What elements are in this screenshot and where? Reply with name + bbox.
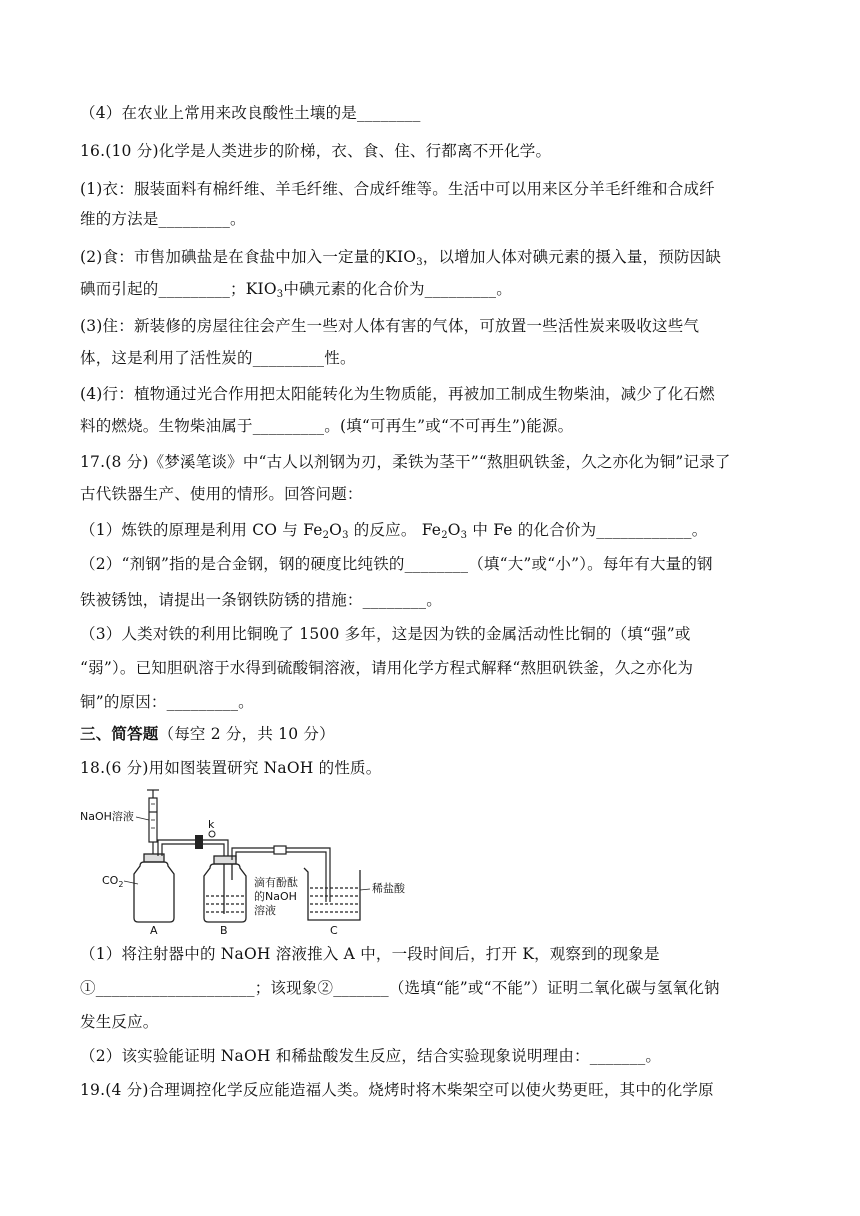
naoh-solution-label: NaOH溶液 <box>80 810 134 823</box>
question-17-3-line2: “弱”）。已知胆矾溶于水得到硫酸铜溶液，请用化学方程式解释“熬胆矾铁釜，久之亦化为 <box>80 659 694 677</box>
question-19-title: 19.(4 分)合理调控化学反应能造福人类。烧烤时将木柴架空可以使火势更旺，其中的化学原 <box>80 1081 714 1099</box>
question-16-1-line1: (1)衣：服装面料有棉纤维、羊毛纤维、合成纤维等。生活中可以用来区分羊毛纤维和合成纤 <box>80 180 715 198</box>
question-17-2-line1: （2）“剂钢”指的是合金钢，钢的硬度比纯铁的________（填“大”或“小”）。每年有大量的钢 <box>80 555 713 573</box>
question-18-1-line2: ①____________________；该现象②_______（选填“能”或“不能”）证明二氧化碳与氢氧化钠 <box>80 979 720 997</box>
question-16-1-line2: 维的方法是_________。 <box>80 210 246 228</box>
question-15-4: （4）在农业上常用来改良酸性土壤的是________ <box>80 104 421 122</box>
question-16-title: 16.(10 分)化学是人类进步的阶梯，衣、食、住、行都离不开化学。 <box>80 142 552 160</box>
question-16-3-line1: (3)住：新装修的房屋往往会产生一些对人体有害的气体，可放置一些活性炭来吸收这些气 <box>80 317 700 335</box>
question-17-1: （1）炼铁的原理是利用 CO 与 $Fe_2O_3$ 的反应。 $Fe_2O_3$ 中 Fe 的化合价为____________。 <box>80 521 708 541</box>
co2-label: $CO_2$ <box>102 874 124 889</box>
question-17-3-line1: （3）人类对铁的利用比铜晚了 1500 多年，这是因为铁的金属活动性比铜的（填“强”或 <box>80 625 691 643</box>
question-16-2-line1: (2)食：市售加碘盐是在食盐中加入一定量的$KIO_3$，以增加人体对碘元素的摄入量，预防因缺 <box>80 248 722 268</box>
clamp-k-label: k <box>208 818 215 831</box>
section-3-heading: 三、简答题（每空 2 分，共 10 分） <box>80 724 335 743</box>
caption-a: A <box>150 924 158 934</box>
question-17-title-line1: 17.(8 分)《梦溪笔谈》中“古人以剂钢为刃，柔铁为茎干”“熬胆矾铁釜，久之亦化为铜”记录了 <box>80 453 731 471</box>
bottle-b-label-3: 溶液 <box>254 904 276 917</box>
question-17-3-line3: 铜”的原因：_________。 <box>80 693 254 711</box>
question-16-2-line2: 碘而引起的_________；$KIO_3$中碘元素的化合价为_________。 <box>80 280 512 300</box>
question-17-2-line2: 铁被锈蚀，请提出一条钢铁防锈的措施：________。 <box>80 591 442 609</box>
caption-b: B <box>220 924 228 934</box>
beaker-c <box>304 868 360 920</box>
question-16-4-line2: 料的燃烧。生物柴油属于_________。(填“可再生”或“不可再生”)能源。 <box>80 417 574 435</box>
bottle-b-label-1: 滴有酚酞 <box>254 876 298 889</box>
question-18-1-line3: 发生反应。 <box>80 1013 159 1031</box>
bottle-b <box>204 856 246 922</box>
dilute-hcl-label: 稀盐酸 <box>372 882 405 895</box>
question-18-1-line1: （1）将注射器中的 NaOH 溶液推入 A 中，一段时间后，打开 K，观察到的现象是 <box>80 945 660 963</box>
naoh-experiment-figure <box>78 784 408 934</box>
question-18-2: （2）该实验能证明 NaOH 和稀盐酸发生反应，结合实验现象说明理由：_______。 <box>80 1047 662 1065</box>
question-16-3-line2: 体，这是利用了活性炭的_________性。 <box>80 349 356 367</box>
question-17-title-line2: 古代铁器生产、使用的情形。回答问题： <box>80 485 363 503</box>
bottle-a <box>134 854 174 922</box>
bottle-b-label-2: 的NaOH <box>254 890 297 903</box>
question-18-title: 18.(6 分)用如图装置研究 NaOH 的性质。 <box>80 759 382 777</box>
syringe <box>147 790 159 854</box>
question-16-4-line1: (4)行：植物通过光合作用把太阳能转化为生物质能，再被加工制成生物柴油，减少了化石燃 <box>80 385 715 403</box>
caption-c: C <box>330 924 338 934</box>
